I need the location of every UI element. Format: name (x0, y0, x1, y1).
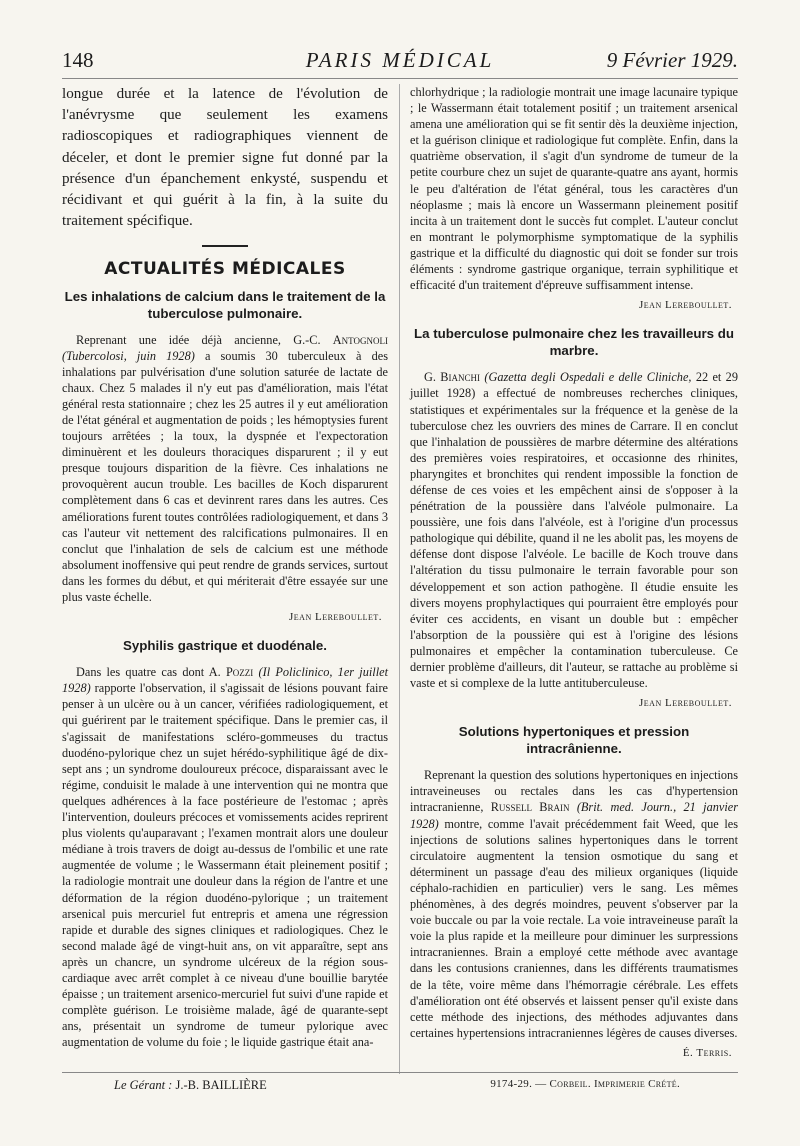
article-title-calcium: Les inhalations de calcium dans le traitement de la tuberculose pulmonaire. (64, 288, 386, 321)
source-ref: (Tubercolosi, juin 1928) (62, 348, 195, 363)
page-number: 148 (62, 48, 94, 72)
page-footer (62, 1072, 738, 1097)
source-ref: (Il Policlinico, 1er juillet 1928) (62, 665, 388, 696)
signature: Jean Lereboullet. (639, 299, 732, 312)
column-divider (399, 84, 400, 1074)
signature: Jean Lereboullet. (639, 697, 732, 710)
author-name: Russell Brain (490, 800, 570, 815)
journal-title: PARIS MÉDICAL (305, 48, 495, 72)
issue-date: 9 Février 1929. (606, 48, 738, 72)
signature: Jean Lereboullet. (289, 611, 382, 624)
article-body-marbre: G. Bianchi (Gazetta degli Ospedali e delle Cliniche, 22 et 29 juillet 1928) a effectué de nombreuses recherches cliniques, statistiques et expérimentales sur la fréquence et la genèse de la tuberculose chez les ouvriers des mines de Carrare. Il en conclut que l'inhalation de poussières de marbre détermine des altérations des premières voies respiratoires, et occasionne des rhinites, pharyngites et bronchites qui rendent impossible la fonction de défense de ces voies et les empêchent ainsi de s'opposer à la pénétration de la poussière dans l'alvéole pulmonaire. La poussière, une fois dans l'alvéole, est à l'origine d'un processus pathologique qui débilite, quand il ne les abolit pas, les moyens de défense dont dispose l'alvéole. Le bacille de Koch trouve dans l'altération du tissu pulmonaire le terrain favorable pour son développement et son action pathogène. Il étudie ensuite les divers moyens prophylactiques qui pourraient être employés pour éviter ces accidents, en visant un double but : empêcher l'absorption de la poussière qui est à l'origine des lésions pulmonaires et empêcher la contamination tuberculeuse. Ce dernier problème d'ailleurs, dit l'auteur, se rattache au problème si vaste et si complexe de la lutte antituberculeuse. (410, 370, 738, 691)
article-title-marbre: La tuberculose pulmonaire chez les travailleurs du marbre. (414, 326, 734, 359)
article-title-hypertoniques: Solutions hypertoniques et pression intracrânienne. (458, 724, 690, 757)
article-title-syphilis: Syphilis gastrique et duodénale. (123, 638, 327, 654)
article-body-hypertoniques: Reprenant la question des solutions hypertoniques en injections intraveineuses ou rectales dans les cas d'hypertension intracranienne, Russell Brain (Brit. med. Journ., 21 janvier 1928) montre, comme l'avait précédemment fait Weed, que les injections de solutions salines hypertoniques dans le torrent circulatoire augmentent la tension osmotique du sang et déterminent un passage d'eau des milieux organiques (liquide céphalo-rachidien en particulier) vers le sang. Les mêmes phénomènes, à des degrés moindres, peuvent s'observer par la voie buccale ou par la voie rectale. La voie intraveineuse paraît la voie la plus rapide et la meilleure pour diminuer les surpressions intracraniennes. Brain a employé cette méthode avec avantage dans les contusions craniennes, dans les différents traumatismes de la tête, voire même dans l'hémorragie cérébrale. Les effets d'amélioration ont été observés et laissent penser qu'il existe dans cette méthode des injections, des méthodes adjuvantes dans certaines hypertensions intracraniennes légères de causes diverses. (410, 768, 738, 1040)
section-title: ACTUALITÉS MÉDICALES (104, 259, 346, 280)
page-header (62, 46, 738, 79)
source-ref: (Brit. med. Journ., 21 janvier 1928) (410, 800, 738, 831)
article-body-syphilis: Dans les quatre cas dont A. Pozzi (Il Policlinico, 1er juillet 1928) rapporte l'observation, il s'agissait de lésions pouvant faire penser à un ulcère ou à un cancer, vérifiées radiologiquement, et qui guérirent par le traitement spécifique. Dans le premier cas, il s'agissait de manifestations scléro-gommeuses du tractus duodéno-pylorique chez un sujet hérédo-syphilitique âgé de dix-sept ans ; un syndrome douloureux précoce, disparaissant avec le régime, conduisit le malade à une intervention qui ne montra que quelques adhérences à la face postérieure de l'estomac ; après l'intervention, douleurs précoces et vomissements acides reprirent plus violents qu'auparavant ; l'examen montrait alors une douleur médiane à trois travers de doigt au-dessus de l'ombilic et une rate augmentée de volume ; le Wassermann était pleinement positif ; la radiologie montrait une douleur dans la région de l'antre et une déformation de la région duodéno-pylorique ; un traitement arsenical puis mercuriel fut entrepris et amena une régression rapide et durable des signes cliniques et radiologiques. Chez le second malade âgé de vingt-huit ans, on vit apparaître, sept ans après un chancre, un syndrome ulcéreux de la région sous-cardiaque avec arrêt complet à ce niveau d'une bouillie barytée épaisse ; un traitement arsenico-mercuriel fut suivi d'une rapide et complète guérison. Le troisième malade, âgé de quarante-sept ans, présentait un syndrome de tumeur pylorique avec augmentation de volume du foie ; le liquide gastrique était ana- (62, 665, 388, 1050)
signature: É. Terris. (682, 1046, 732, 1059)
source-ref: (Gazetta degli Ospedali e delle Cliniche, (484, 370, 692, 385)
gerant: Le Gérant : J.-B. BAILLIÈRE (114, 1078, 267, 1092)
author-name: Bianchi (440, 370, 480, 385)
continued-paragraph: longue durée et la latence de l'évolution de l'anévrysme que seulement les examens radioscopiques et radiographiques viennent de déceler, et dont le premier signe fut donné par la présence d'un épanchement enkysté, suspendu et récidivant et qui guérit à la fin, à la suite du traitement spécifique. (62, 86, 388, 230)
author-name: Antognoli (332, 332, 388, 347)
right-column (410, 84, 738, 1073)
printer-line: 9174-29. — Corbeil. Imprimerie Crété. (490, 1078, 680, 1090)
left-column (62, 84, 388, 1054)
section-rule (202, 245, 248, 247)
continued-paragraph: chlorhydrique ; la radiologie montrait une image lacunaire typique ; le Wassermann était totalement positif ; un traitement arsenical amena une amélioration qui se fit sentir dès la deuxième injection, et la guérison clinique et radiologique fut complète. Enfin, dans la quatrième observation, il s'agit d'un syndrome de tumeur de la petite courbure chez un sujet de quarante-quatre ans ayant, hormis le peu d'altération de l'état général, tous les caractères d'un néoplasme ; mais là encore un Wassermann pleinement positif incita à un traitement dont le succès fut complet. L'auteur conclut en montrant le polymorphisme symptomatique de la syphilis gastrique et la difficulté du diagnostic qui doit se fonder sur trois éléments : syndrome gastrique organique, terrain syphilitique et efficacité d'un traitement d'épreuve suffisamment intense. (410, 85, 738, 293)
article-body-calcium: Reprenant une idée déjà ancienne, G.-C. Antognoli (Tubercolosi, juin 1928) a soumis 30 tuberculeux à des inhalations par pulvérisation d'une solution saturée de lactate de chaux. Chez 5 malades il n'y eut pas d'amélioration, mais l'état général resta stationnaire ; chez les 25 autres il y eut amélioration de l'état général et augmentation de poids ; les hémoptysies furent toujours arrêtées ; la toux, la dyspnée et l'expectoration diminuèrent et les douleurs thoraciques disparurent ; il y eut presque toujours disparition de la fièvre. Ces inhalations ne provoquèrent aucun trouble. Les bacilles de Koch disparurent complètement dans 6 cas et devinrent rares dans les autres. Ces améliorations furent toutes contrôlées radiologiquement, et dans 3 cas l'auteur vit nettement des ralcifications pulmonaires. Il en conclut que l'inhalation de sels de calcium est une méthode absolument inoffensive qui peut rendre de grands services, surtout dans les formes du début, et qui mériterait d'être essayée sur une plus vaste échelle. (62, 332, 388, 605)
author-name: Pozzi (225, 665, 254, 680)
